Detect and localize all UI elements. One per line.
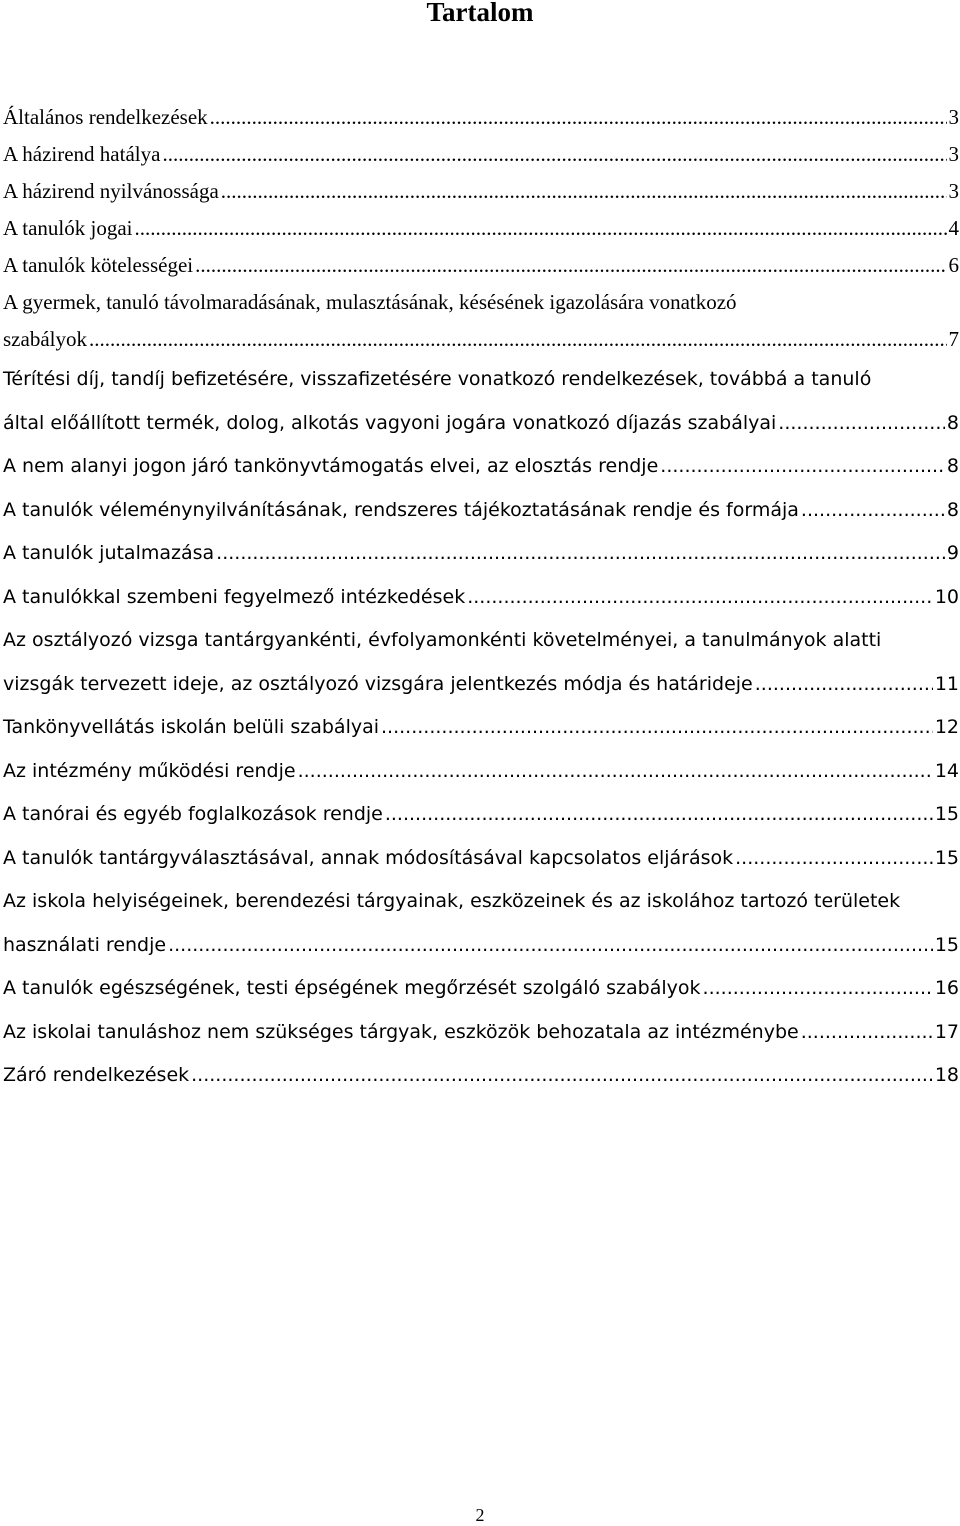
dot-leader xyxy=(216,532,945,576)
toc-entry[interactable] xyxy=(3,489,959,533)
dot-leader xyxy=(467,576,933,620)
toc-entry-label: A házirend nyilvánossága xyxy=(3,179,219,203)
toc-page-number: 8 xyxy=(946,498,959,521)
toc-entry[interactable] xyxy=(3,532,959,576)
toc-entry-label-line1: Az osztályozó vizsga tantárgyankénti, évfolyamonkénti követelményei, a tanulmányok alatti xyxy=(3,629,882,651)
toc-entry-label: A tanulókkal szembeni fegyelmező intézkedések xyxy=(3,585,466,608)
toc-entry-label: Tankönyvellátás iskolán belüli szabályai xyxy=(3,716,380,738)
toc-entry[interactable] xyxy=(3,706,959,750)
toc-page-number: 12 xyxy=(934,716,959,738)
toc-page-number: 15 xyxy=(934,846,959,869)
toc-entry-label: A tanórai és egyéb foglalkozások rendje xyxy=(3,803,383,825)
toc-entry-label: által előállított termék, dolog, alkotás vagyoni jogára vonatkozó díjazás szabályai xyxy=(3,411,777,434)
toc-entry-label-line1: A gyermek, tanuló távolmaradásának, mulasztásának, késésének igazolására vonatkozó xyxy=(3,290,737,314)
toc-entry[interactable] xyxy=(3,576,959,620)
toc-entry-label: használati rendje xyxy=(3,933,167,956)
toc-entry[interactable] xyxy=(3,247,959,284)
toc-entry[interactable] xyxy=(3,837,959,881)
toc-page-number: 16 xyxy=(934,977,959,999)
toc-entry[interactable] xyxy=(3,358,959,445)
dot-leader xyxy=(168,924,933,968)
toc-page-number: 8 xyxy=(946,411,959,434)
page-number: 2 xyxy=(475,1505,485,1525)
toc-entry[interactable] xyxy=(3,619,959,706)
dot-leader xyxy=(755,663,933,707)
dot-leader xyxy=(385,793,933,837)
dot-leader xyxy=(135,210,947,247)
dot-leader xyxy=(89,321,947,358)
toc-title: Tartalom xyxy=(426,0,534,27)
toc-page-number: 9 xyxy=(946,542,959,564)
toc-entry[interactable] xyxy=(3,173,959,210)
toc-entry-label: A tanulók egészségének, testi épségének megőrzését szolgáló szabályok xyxy=(3,977,701,999)
toc-entry-label: A tanulók jutalmazása xyxy=(3,542,215,564)
dot-leader xyxy=(210,99,947,136)
dot-leader xyxy=(298,750,933,794)
toc-page-number: 11 xyxy=(934,672,959,695)
toc-entry[interactable] xyxy=(3,136,959,173)
toc-entry-label: Általános rendelkezések xyxy=(3,105,208,129)
toc-page-number: 10 xyxy=(934,585,959,608)
toc-entry-label: A tanulók kötelességei xyxy=(3,253,194,277)
dot-leader xyxy=(381,706,933,750)
dot-leader xyxy=(801,1011,933,1055)
toc-entry[interactable] xyxy=(3,445,959,489)
toc-entry[interactable] xyxy=(3,793,959,837)
dot-leader xyxy=(801,489,945,533)
toc-page-number: 6 xyxy=(948,253,959,277)
toc-entry[interactable] xyxy=(3,750,959,794)
toc-page-number: 8 xyxy=(946,455,959,477)
toc-entry-label-line1: Az iskola helyiségeinek, berendezési tárgyainak, eszközeinek és az iskolához tartozó területek xyxy=(3,890,901,912)
toc-page-number: 3 xyxy=(948,142,959,166)
toc-page-number: 3 xyxy=(948,105,959,129)
toc-entry[interactable] xyxy=(3,967,959,1011)
toc-entry-label: A tanulók véleménynyilvánításának, rendszeres tájékoztatásának rendje és formája xyxy=(3,498,799,521)
toc-page-number: 17 xyxy=(934,1020,959,1043)
toc-entry-label: Záró rendelkezések xyxy=(3,1064,190,1086)
toc-page-number: 15 xyxy=(934,803,959,825)
toc-entry-label: A tanulók tantárgyválasztásával, annak módosításával kapcsolatos eljárások xyxy=(3,846,734,869)
toc-entry-label: A házirend hatálya xyxy=(3,142,161,166)
table-of-contents xyxy=(3,99,959,1098)
toc-page-number: 15 xyxy=(934,933,959,956)
toc-page-number: 4 xyxy=(948,216,959,240)
toc-entry[interactable] xyxy=(3,1011,959,1055)
toc-entry-label: A tanulók jogai xyxy=(3,216,133,240)
dot-leader xyxy=(221,173,947,210)
dot-leader xyxy=(191,1054,933,1098)
dot-leader xyxy=(703,967,933,1011)
dot-leader xyxy=(162,136,946,173)
toc-entry-label-line1: Térítési díj, tandíj befizetésére, visszafizetésére vonatkozó rendelkezések, továbbá a tanuló xyxy=(3,368,872,390)
toc-entry[interactable] xyxy=(3,1054,959,1098)
toc-entry-label: Az intézmény működési rendje xyxy=(3,759,296,782)
dot-leader xyxy=(660,445,945,489)
toc-page-number: 7 xyxy=(948,327,959,351)
dot-leader xyxy=(195,247,946,284)
toc-entry[interactable] xyxy=(3,284,959,358)
toc-page-number: 3 xyxy=(948,179,959,203)
toc-entry-label: szabályok xyxy=(3,327,87,351)
toc-entry-label: Az iskolai tanuláshoz nem szükséges tárgyak, eszközök behozatala az intézménybe xyxy=(3,1020,799,1043)
toc-entry[interactable] xyxy=(3,210,959,247)
dot-leader xyxy=(735,837,933,881)
dot-leader xyxy=(778,402,945,446)
toc-entry-label: A nem alanyi jogon járó tankönyvtámogatás elvei, az elosztás rendje xyxy=(3,455,659,477)
toc-entry[interactable] xyxy=(3,99,959,136)
toc-page-number: 14 xyxy=(934,759,959,782)
toc-page-number: 18 xyxy=(934,1064,959,1086)
toc-entry-label: vizsgák tervezett ideje, az osztályozó vizsgára jelentkezés módja és határideje xyxy=(3,672,753,695)
toc-entry[interactable] xyxy=(3,880,959,967)
